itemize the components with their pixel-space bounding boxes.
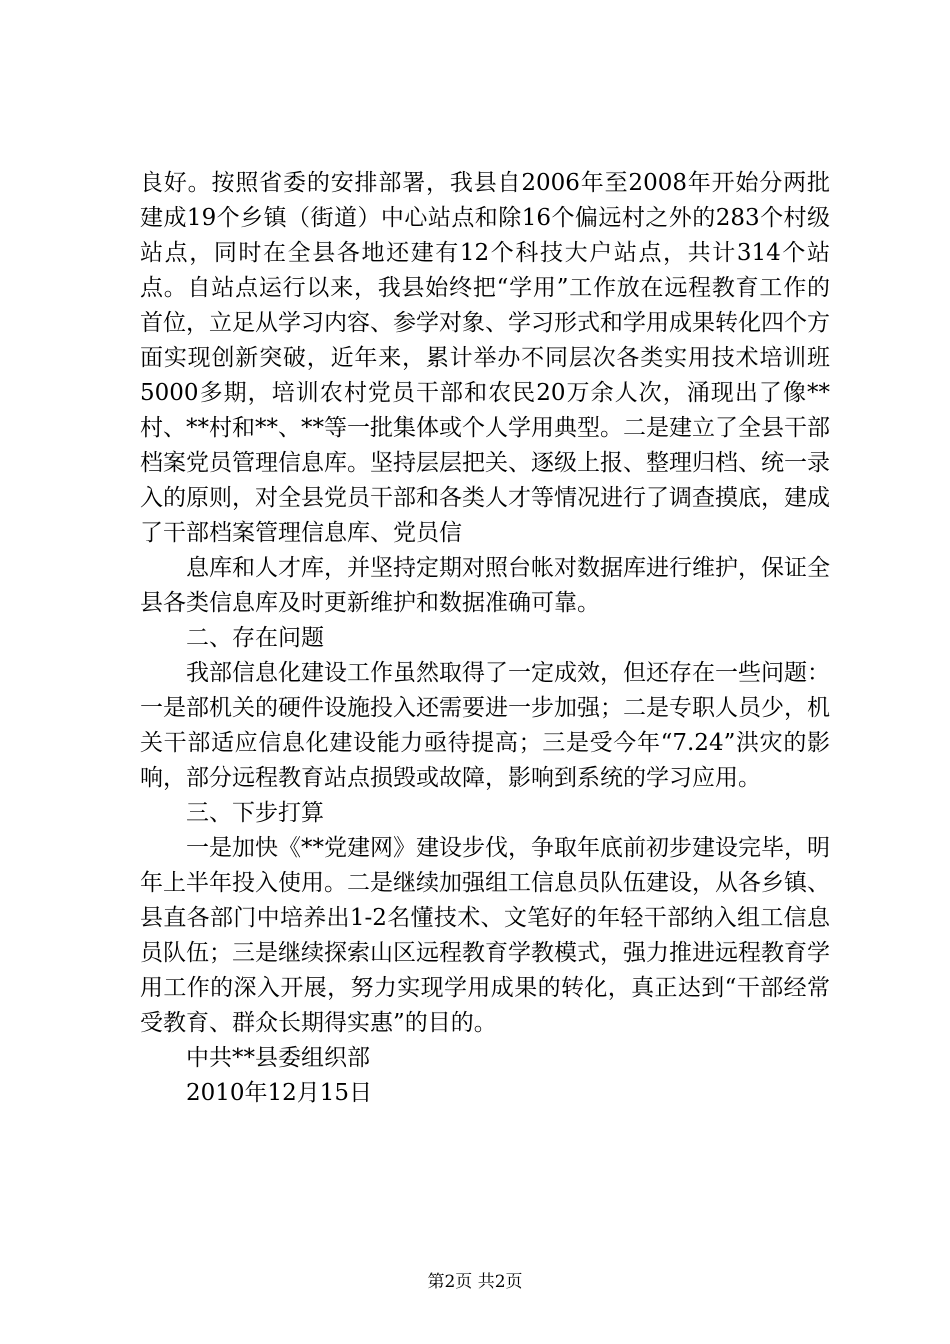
- document-body: [140, 166, 830, 1111]
- section-heading-problems: 二、存在问题: [186, 625, 324, 651]
- paragraph-continuation: 良好。按照省委的安排部署，我县自2006年至2008年开始分两批建成19个乡镇（街道）中心站点和除16个偏远村之外的283个村级站点，同时在全县各地还建有12个科技大户站点，共计314个站点。自站点运行以来，我县始终把“学用”工作放在远程教育工作的首位，立足从学习内容、参学对象、学习形式和学用成果转化四个方面实现创新突破，近年来，累计举办不同层次各类实用技术培训班5000多期，培训农村党员干部和农民20万余人次，涌现出了像**村、**村和**、**等一批集体或个人学用典型。二是建立了全县干部档案党员管理信息库。坚持层层把关、逐级上报、整理归档、统一录入的原则，对全县党员干部和各类人才等情况进行了调查摸底，建成了干部档案管理信息库、党员信: [140, 170, 830, 546]
- paragraph-problems: 我部信息化建设工作虽然取得了一定成效，但还存在一些问题：一是部机关的硬件设施投入还需要进一步加强；二是专职人员少，机关干部适应信息化建设能力亟待提高；三是受今年“7.24”洪灾的影响，部分远程教育站点损毁或故障，影响到系统的学习应用。: [140, 660, 830, 791]
- paragraph-next-steps: 一是加快《**党建网》建设步伐，争取年底前初步建设完毕，明年上半年投入使用。二是继续加强组工信息员队伍建设，从各乡镇、县直各部门中培养出1-2名懂技术、文笔好的年轻干部纳入组工信息员队伍；三是继续探索山区远程教育学教模式，强力推进远程教育学用工作的深入开展，努力实现学用成果的转化，真正达到“干部经常受教育、群众长期得实惠”的目的。: [140, 835, 830, 1036]
- paragraph-database-maintenance: 息库和人才库，并坚持定期对照台帐对数据库进行维护，保证全县各类信息库及时更新维护和数据准确可靠。: [140, 555, 830, 616]
- page-number-footer: 第2页 共2页: [427, 1272, 523, 1292]
- section-heading-next-steps: 三、下步打算: [186, 800, 324, 826]
- signature-organization: 中共**县委组织部: [186, 1045, 370, 1071]
- signature-date: 2010年12月15日: [186, 1080, 373, 1106]
